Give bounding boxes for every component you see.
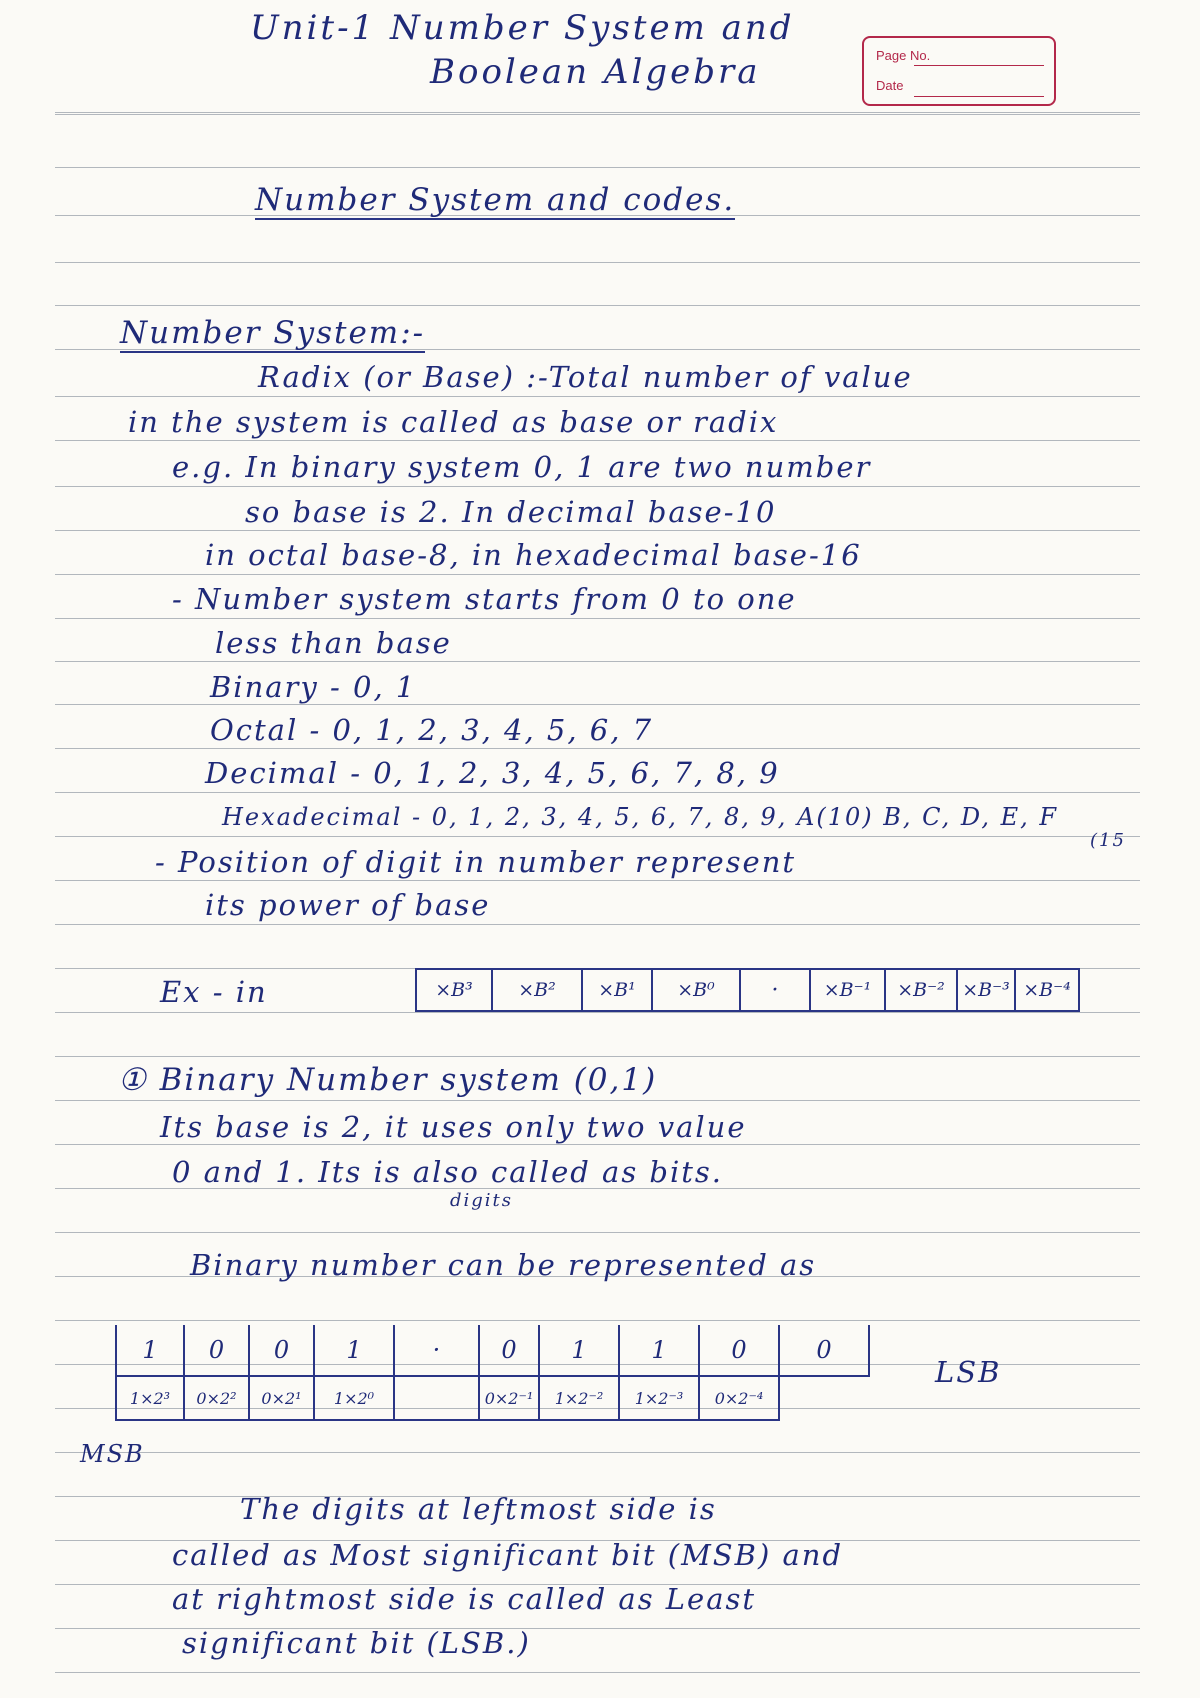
ruled-line [55,836,1140,837]
binary-digit-cell: 1 [315,1325,395,1377]
ruled-line [55,1320,1140,1321]
example-label: Ex - in [160,975,268,1009]
radix-point-cell: · [395,1325,480,1377]
binary-weight-cell: 1×2⁻² [540,1377,620,1421]
power-cell: ×B¹ [583,968,653,1012]
ruled-line [55,1100,1140,1101]
page-title-line2: Boolean Algebra [430,52,761,92]
ruled-line [55,1672,1140,1673]
binary-digits: Binary - 0, 1 [210,670,417,704]
power-cell: ×B⁰ [653,968,741,1012]
power-cell: ×B⁻² [886,968,958,1012]
msb-lsb-line4: significant bit (LSB.) [182,1626,531,1660]
date-label: Date [876,78,904,93]
ruled-line [55,1144,1140,1145]
ruled-line [55,1232,1140,1233]
ruled-line [55,748,1140,749]
digits-insert: digits [450,1190,514,1211]
ruled-line [55,704,1140,705]
ruled-line [55,167,1140,168]
power-cell: ×B⁻⁴ [1016,968,1080,1012]
page-no-line [914,65,1044,66]
radix-line2: in the system is called as base or radix [128,405,779,439]
ruled-line [55,440,1140,441]
binary-weight-row [115,1377,780,1421]
binary-digit-row [115,1325,870,1377]
hex-note: (15 [1090,830,1126,851]
radix-line5: in octal base-8, in hexadecimal base-16 [205,538,862,572]
msb-label: MSB [80,1440,145,1468]
ruled-line [55,1012,1140,1013]
number-system-title: Number System:- [120,315,426,351]
binary-line2: 0 and 1. Its is also called as bits. [172,1155,724,1189]
power-positions-row [415,968,1080,1012]
binary-weight-cell: 0×2¹ [250,1377,315,1421]
page-no-label: Page No. [876,48,931,63]
date-line [914,96,1044,97]
binary-digit-cell: 0 [250,1325,315,1377]
binary-digit-cell: 0 [700,1325,780,1377]
section-heading: Number System and codes. [255,182,736,218]
radix-line4: so base is 2. In decimal base-10 [245,495,777,529]
power-cell: ×B⁻¹ [811,968,886,1012]
binary-weight-cell: 0×2⁻⁴ [700,1377,780,1421]
ruled-line [55,924,1140,925]
ruled-line [55,574,1140,575]
msb-lsb-line1: The digits at leftmost side is [240,1492,717,1526]
ruled-line [55,618,1140,619]
binary-weight-cell: 1×2⁻³ [620,1377,700,1421]
power-cell: ×B⁻³ [958,968,1016,1012]
binary-system-title: ① Binary Number system (0,1) [118,1062,658,1098]
radix-line1: Radix (or Base) :-Total number of value [258,360,913,394]
ruled-line [55,396,1140,397]
page-number-box [862,36,1056,106]
radix-line6: - Number system starts from 0 to one [172,582,797,616]
hex-digits: Hexadecimal - 0, 1, 2, 3, 4, 5, 6, 7, 8, 9, A(10) B, C, D, E, F [222,803,1059,831]
power-cell: ×B³ [415,968,493,1012]
ruled-line [55,1056,1140,1057]
octal-digits: Octal - 0, 1, 2, 3, 4, 5, 6, 7 [210,713,654,747]
binary-digit-cell: 0 [480,1325,540,1377]
binary-weight-cell: 1×2³ [115,1377,185,1421]
binary-weight-cell: 0×2⁻¹ [480,1377,540,1421]
ruled-line [55,305,1140,306]
ruled-line [55,530,1140,531]
ruled-line [55,792,1140,793]
binary-weight-cell [395,1377,480,1421]
ruled-line [55,112,1140,113]
position-line2: its power of base [205,888,491,922]
ruled-line [55,1452,1140,1453]
radix-point-cell: · [741,968,811,1012]
binary-digit-cell: 1 [115,1325,185,1377]
binary-digit-cell: 1 [540,1325,620,1377]
binary-line3: Binary number can be represented as [190,1248,817,1282]
binary-digit-cell: 0 [780,1325,870,1377]
ruled-line [55,486,1140,487]
ruled-line [55,114,1140,115]
binary-digit-cell: 1 [620,1325,700,1377]
position-line1: - Position of digit in number represent [155,845,797,879]
ruled-line [55,661,1140,662]
binary-line1: Its base is 2, it uses only two value [160,1110,747,1144]
radix-line3: e.g. In binary system 0, 1 are two number [172,450,872,484]
decimal-digits: Decimal - 0, 1, 2, 3, 4, 5, 6, 7, 8, 9 [205,756,780,790]
msb-lsb-line3: at rightmost side is called as Least [172,1582,757,1616]
lsb-label: LSB [935,1355,1002,1389]
power-cell: ×B² [493,968,583,1012]
ruled-line [55,262,1140,263]
page-title-line1: Unit-1 Number System and [250,8,795,48]
binary-digit-cell: 0 [185,1325,250,1377]
radix-line7: less than base [215,626,452,660]
msb-lsb-line2: called as Most significant bit (MSB) and [172,1538,844,1572]
ruled-line [55,880,1140,881]
binary-weight-cell: 0×2² [185,1377,250,1421]
binary-weight-cell: 1×2⁰ [315,1377,395,1421]
